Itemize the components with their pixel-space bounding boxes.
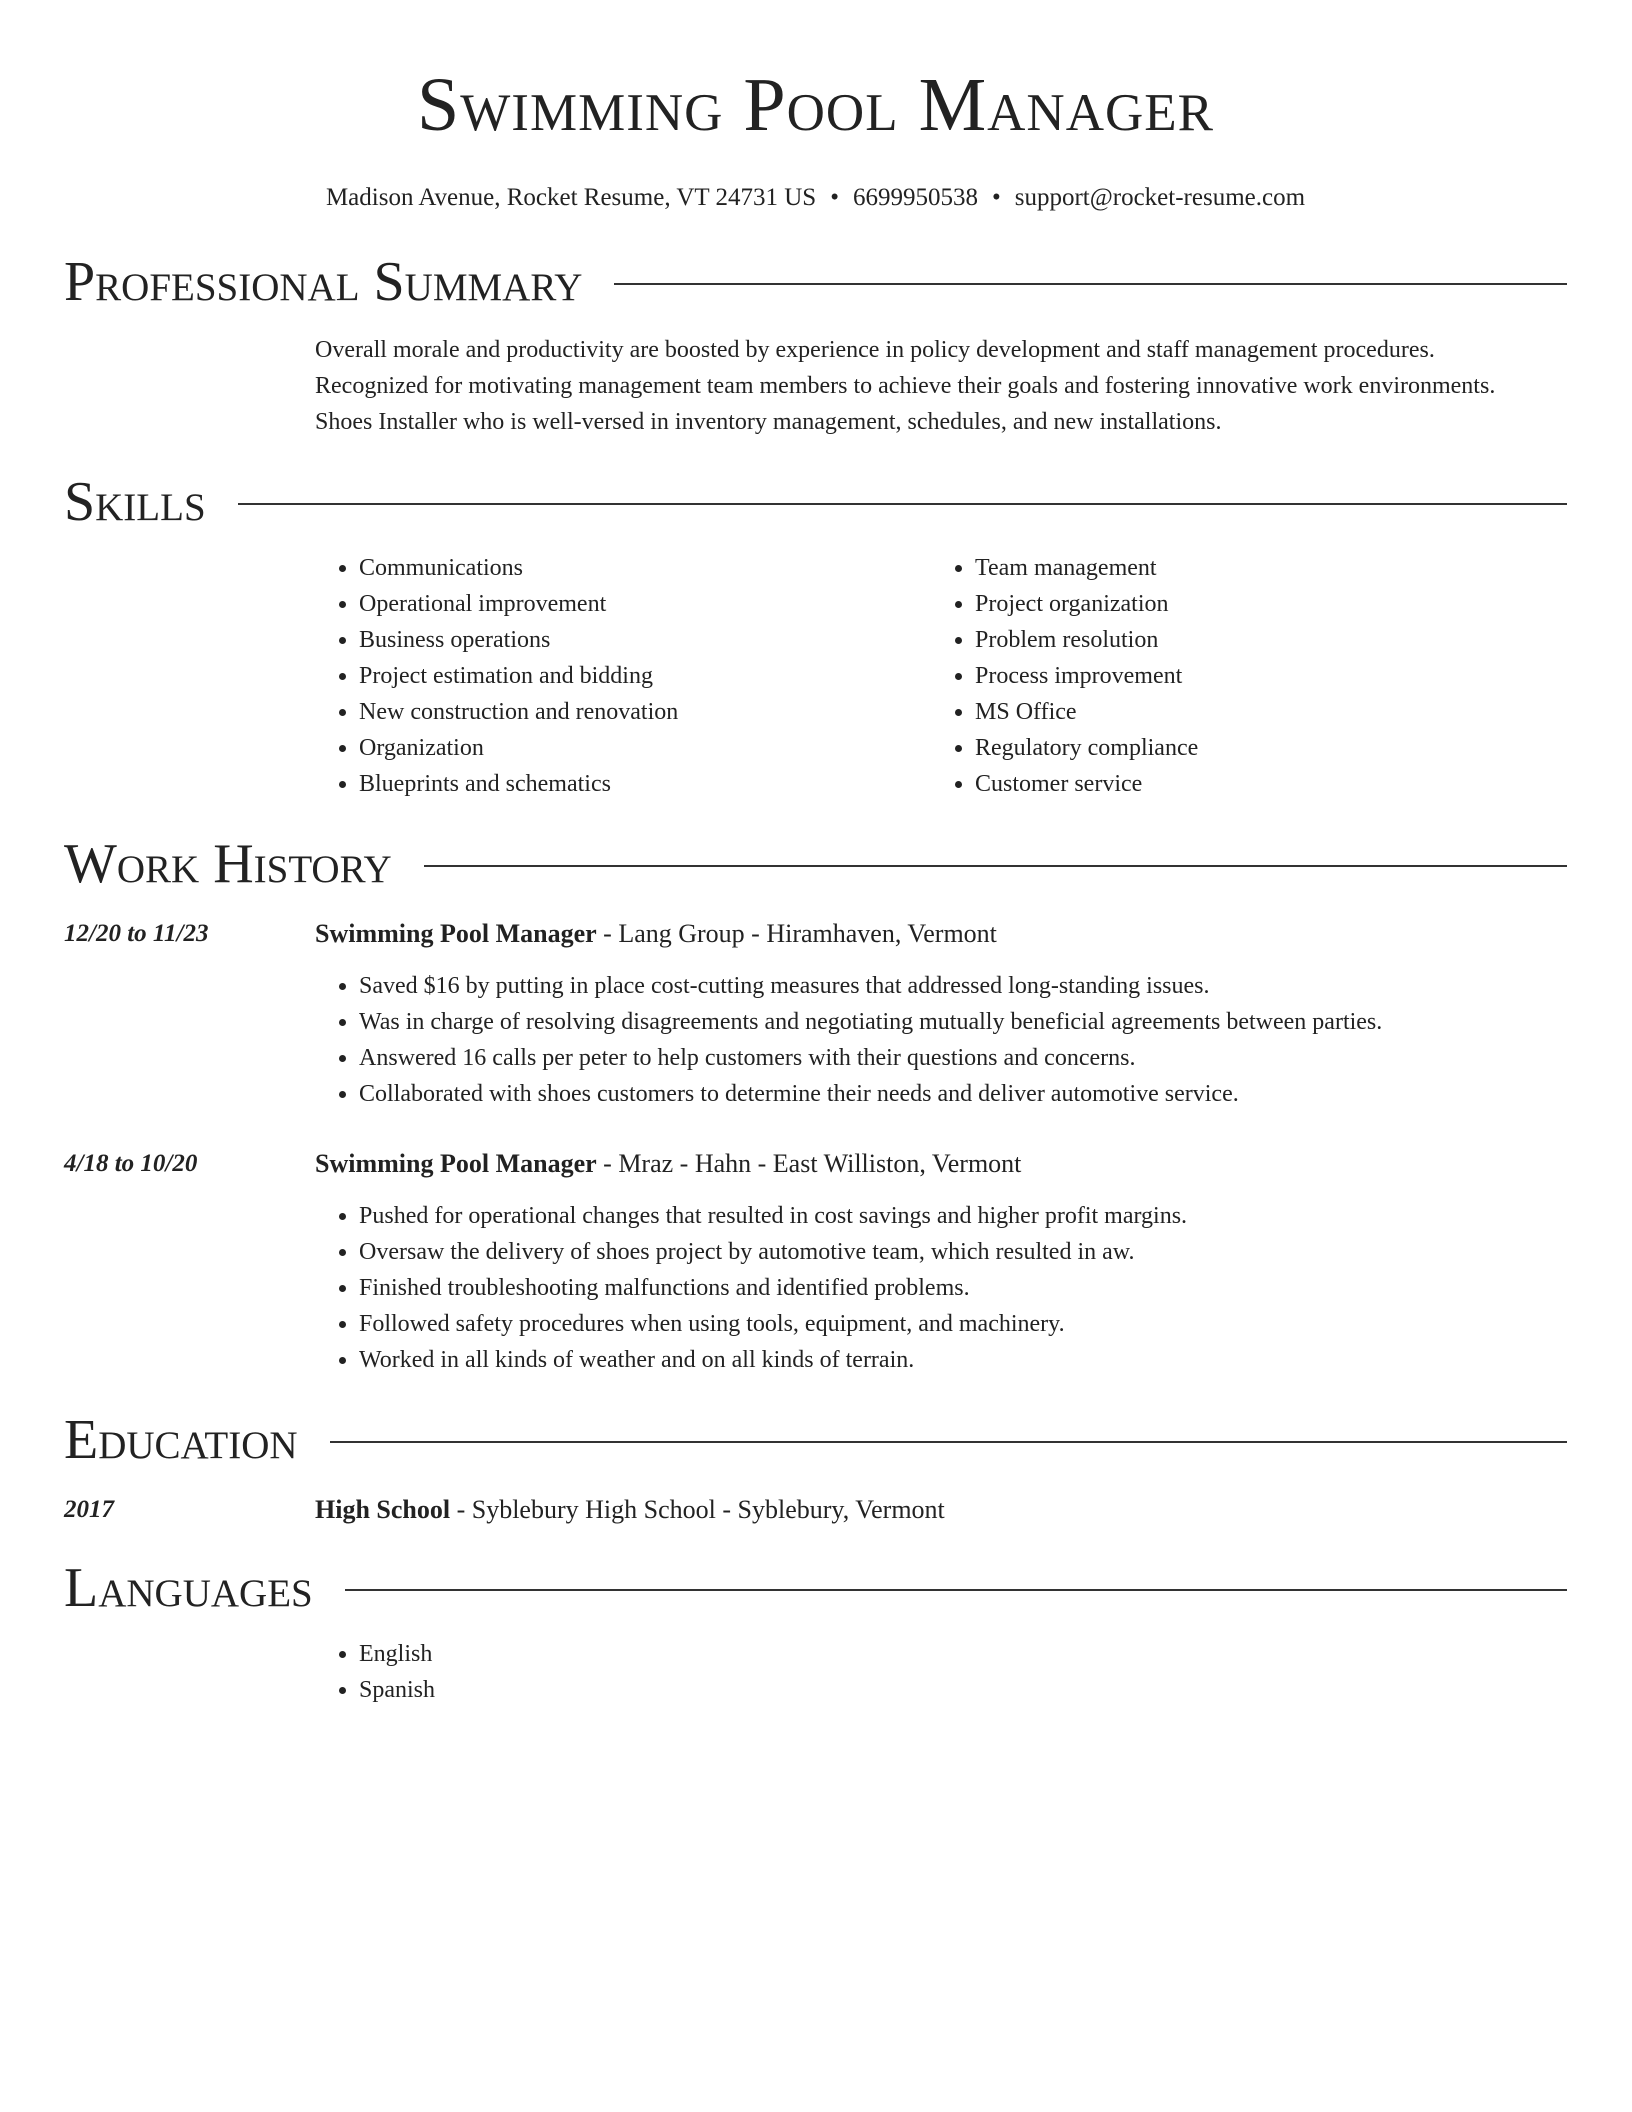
contact-address: Madison Avenue, Rocket Resume, VT 24731 US	[325, 184, 817, 211]
job-company-location: - Lang Group - Hiramhaven, Vermont	[596, 919, 997, 948]
language-item: • English	[359, 1636, 1567, 1672]
job-title: Swimming Pool Manager	[315, 1149, 597, 1178]
job-details	[315, 916, 1567, 1112]
skill-item: • Problem resolution	[975, 622, 1547, 658]
education-details	[315, 1492, 1567, 1528]
section-divider	[345, 1589, 1567, 1591]
skills-column-left	[315, 550, 931, 802]
skill-item: • Organization	[359, 730, 931, 766]
candidate-name: Swimming Pool Manager	[417, 63, 1214, 147]
job-dates: 4/18 to 10/20	[64, 1150, 198, 1177]
job-bullet: • Collaborated with shoes customers to determine their needs and deliver automotive service.	[359, 1076, 1567, 1112]
contact-line	[64, 182, 1567, 214]
job-details	[315, 1146, 1567, 1378]
job-title: Swimming Pool Manager	[315, 919, 597, 948]
skill-item: • Regulatory compliance	[975, 730, 1547, 766]
skill-item: • Operational improvement	[359, 586, 931, 622]
education-year: 2017	[64, 1496, 114, 1523]
education-title-line	[315, 1492, 1567, 1528]
languages-list	[315, 1636, 1567, 1708]
section-header-languages	[64, 1556, 1567, 1620]
job-title-line	[315, 916, 1567, 952]
education-school-location: - Syblebury High School - Syblebury, Vermont	[450, 1495, 945, 1524]
section-title-work: Work History	[64, 833, 392, 895]
job-bullet: • Oversaw the delivery of shoes project by automotive team, which resulted in aw.	[359, 1234, 1567, 1270]
skill-item: • Project estimation and bidding	[359, 658, 931, 694]
summary-line: Shoes Installer who is well-versed in inventory management, schedules, and new installations.	[315, 409, 1222, 435]
education-degree: High School	[315, 1495, 451, 1524]
job-title-line	[315, 1146, 1567, 1182]
job-bullet: • Worked in all kinds of weather and on all kinds of terrain.	[359, 1342, 1567, 1378]
skill-item: • Business operations	[359, 622, 931, 658]
resume-page	[64, 0, 1567, 1708]
contact-email: support@rocket-resume.com	[1014, 184, 1306, 211]
section-divider	[238, 503, 1567, 505]
job-company-location: - Mraz - Hahn - East Williston, Vermont	[596, 1149, 1022, 1178]
job-bullet: • Finished troubleshooting malfunctions and identified problems.	[359, 1270, 1567, 1306]
section-header-work	[64, 832, 1567, 896]
skill-item: • Communications	[359, 550, 931, 586]
job-bullets	[315, 968, 1567, 1112]
skills-column-right	[931, 550, 1547, 802]
job-bullet: • Answered 16 calls per peter to help customers with their questions and concerns.	[359, 1040, 1567, 1076]
skill-item: • Customer service	[975, 766, 1547, 802]
language-item: • Spanish	[359, 1672, 1567, 1708]
education-entry	[64, 1492, 1567, 1528]
skill-item: • Project organization	[975, 586, 1547, 622]
section-header-education	[64, 1408, 1567, 1472]
job-bullets	[315, 1198, 1567, 1378]
skill-item: • Process improvement	[975, 658, 1547, 694]
section-title-education: Education	[64, 1409, 298, 1471]
job-bullet: • Saved $16 by putting in place cost-cutting measures that addressed long-standing issues.	[359, 968, 1567, 1004]
skill-item: • Blueprints and schematics	[359, 766, 931, 802]
section-divider	[614, 283, 1567, 285]
section-title-summary: Professional Summary	[64, 251, 583, 313]
section-header-summary	[64, 250, 1567, 314]
section-header-skills	[64, 470, 1567, 534]
contact-separator: •	[830, 184, 839, 211]
skill-item: • MS Office	[975, 694, 1547, 730]
job-bullet: • Followed safety procedures when using tools, equipment, and machinery.	[359, 1306, 1567, 1342]
section-title-skills: Skills	[64, 471, 206, 533]
contact-separator: •	[991, 184, 1001, 211]
skill-item: • New construction and renovation	[359, 694, 931, 730]
skills-list	[315, 550, 1567, 802]
job-entry	[64, 1146, 1567, 1378]
section-title-languages: Languages	[64, 1557, 313, 1619]
section-divider	[424, 865, 1567, 867]
job-dates: 12/20 to 11/23	[64, 920, 209, 947]
job-entry	[64, 916, 1567, 1112]
summary-line: Recognized for motivating management team members to achieve their goals and fostering innovative work environments.	[315, 373, 1496, 399]
section-divider	[330, 1441, 1567, 1443]
summary-body	[315, 332, 1567, 440]
skill-item: • Team management	[975, 550, 1547, 586]
summary-line: Overall morale and productivity are boosted by experience in policy development and staff management procedures.	[315, 337, 1435, 363]
job-bullet: • Was in charge of resolving disagreements and negotiating mutually beneficial agreements between parties.	[359, 1004, 1567, 1040]
contact-phone: 6699950538	[852, 184, 978, 211]
job-bullet: • Pushed for operational changes that resulted in cost savings and higher profit margins.	[359, 1198, 1567, 1234]
